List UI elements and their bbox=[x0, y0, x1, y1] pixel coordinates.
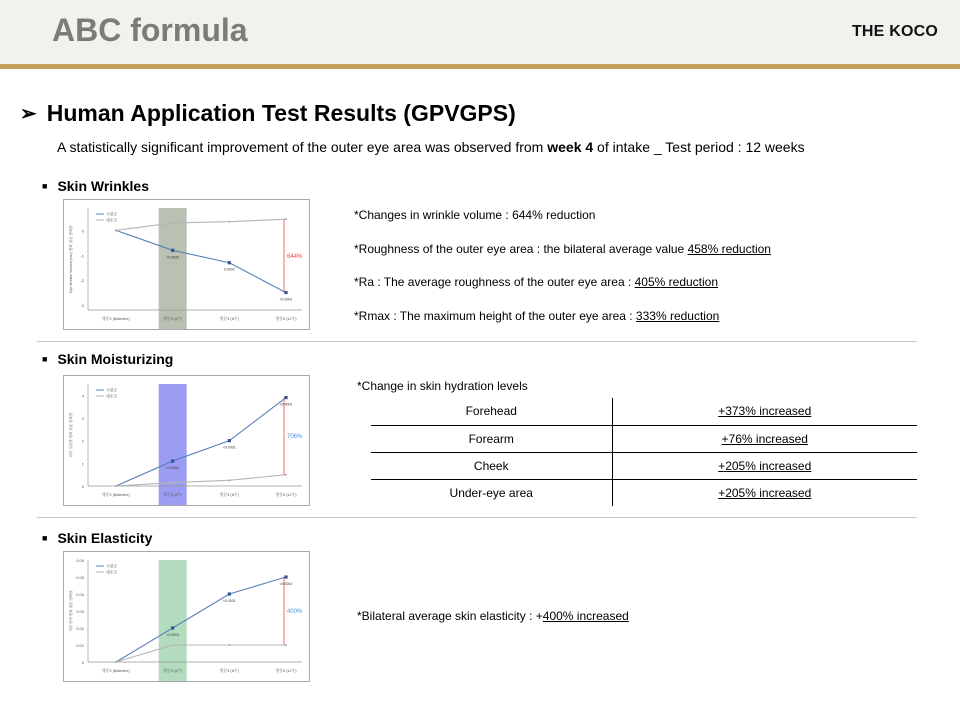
elasticity-note-value: 400% increased bbox=[542, 609, 629, 623]
elasticity-heading bbox=[42, 530, 152, 546]
p-value-label: <0.0001 bbox=[166, 466, 180, 471]
x-tick-label: 방문2 (Baseline) bbox=[102, 493, 130, 497]
wrinkle-chart-svg bbox=[64, 200, 309, 329]
data-point bbox=[172, 222, 174, 224]
y-tick-label: 3 bbox=[81, 416, 84, 421]
table-row bbox=[371, 479, 917, 506]
data-point bbox=[228, 479, 230, 481]
data-point bbox=[115, 229, 117, 231]
y-tick-label: 1 bbox=[81, 461, 84, 467]
difference-annotation: 706% bbox=[287, 434, 303, 441]
x-tick-label: 방문4 (8주) bbox=[219, 669, 239, 673]
data-point bbox=[171, 459, 174, 462]
x-tick-label: 방문4 (8주) bbox=[219, 317, 239, 321]
x-tick-label: 방문2 (Baseline) bbox=[102, 669, 130, 673]
highlight-band bbox=[159, 208, 187, 329]
subtitle-post: of intake _ Test period : 12 weeks bbox=[593, 139, 805, 155]
series-line-test bbox=[116, 577, 286, 662]
result-value: +205% increased bbox=[718, 485, 812, 500]
p-value-label: <0.0001 bbox=[222, 599, 236, 603]
y-tick-label: 0.03 bbox=[76, 609, 84, 614]
legend-label: 시험군 bbox=[106, 212, 118, 217]
y-axis-label: Eye Wrinkle Volume(mm³) 변화 평균 변화량 bbox=[69, 225, 73, 293]
series-line-test bbox=[116, 398, 286, 486]
elasticity-chart bbox=[63, 551, 310, 682]
data-point bbox=[115, 661, 117, 663]
wrinkle-note-3-text: *Ra : The average roughness of the outer eye area : bbox=[354, 275, 635, 289]
p-value-label: <0.0001 bbox=[279, 297, 293, 302]
data-point bbox=[284, 291, 287, 294]
section-title bbox=[20, 100, 516, 127]
moisture-heading bbox=[42, 351, 173, 367]
header-accent-line bbox=[0, 64, 960, 69]
wrinkle-note-1 bbox=[354, 208, 595, 222]
data-point bbox=[284, 396, 287, 399]
y-tick-label: 4 bbox=[81, 393, 84, 399]
wrinkle-note-2-value: 458% reduction bbox=[687, 242, 771, 256]
legend-label: 대조군 bbox=[106, 218, 118, 223]
data-point bbox=[228, 439, 231, 442]
elasticity-heading-text: Skin Elasticity bbox=[57, 530, 153, 546]
y-tick-label: -2 bbox=[80, 278, 84, 284]
subtitle-pre: A statistically significant improvement of the outer eye area was observed from bbox=[57, 139, 548, 155]
section-divider bbox=[37, 341, 917, 342]
table-cell-result bbox=[612, 425, 917, 452]
p-value-label: <0.0001 bbox=[279, 402, 293, 407]
x-tick-label: 방문2 (Baseline) bbox=[102, 317, 130, 321]
x-tick-label: 방문5 (12주) bbox=[275, 317, 297, 321]
wrinkle-note-1-text: *Changes in wrinkle volume : 644% reduction bbox=[354, 208, 596, 222]
y-tick-label: 0 bbox=[81, 228, 84, 234]
y-tick-label: -1 bbox=[80, 253, 84, 259]
y-tick-label: -3 bbox=[80, 303, 84, 309]
y-tick-label: 0.05 bbox=[76, 575, 84, 580]
y-tick-label: 0.04 bbox=[76, 592, 84, 597]
y-tick-label: 0.02 bbox=[76, 626, 84, 631]
result-value: +76% increased bbox=[721, 431, 808, 446]
data-point bbox=[285, 474, 287, 476]
table-row bbox=[371, 398, 917, 425]
series-line-control bbox=[116, 475, 286, 486]
y-tick-label: 0 bbox=[81, 660, 84, 665]
wrinkle-note-4-value: 333% reduction bbox=[635, 309, 720, 323]
data-point bbox=[285, 218, 287, 220]
table-cell-result bbox=[612, 452, 917, 479]
table-cell-site: Cheek bbox=[371, 452, 612, 479]
wrinkle-chart bbox=[63, 199, 310, 330]
wrinkle-note-3-value: 405% reduction bbox=[634, 275, 719, 289]
table-cell-site: Forehead bbox=[371, 398, 612, 425]
elasticity-chart-svg bbox=[64, 552, 309, 681]
series-line-test bbox=[116, 230, 286, 292]
y-tick-label: 0.01 bbox=[76, 643, 84, 648]
p-value-label: <0.0001 bbox=[222, 445, 236, 450]
legend-label: 시험군 bbox=[106, 388, 118, 393]
table-row bbox=[371, 452, 917, 479]
wrinkle-note-2-text: *Roughness of the outer eye area : the bilateral average value bbox=[354, 242, 688, 256]
result-value: +373% increased bbox=[718, 404, 812, 419]
page-title: ABC formula bbox=[52, 12, 248, 48]
table-row bbox=[371, 425, 917, 452]
table-cell-result bbox=[612, 398, 917, 425]
legend-label: 시험군 bbox=[106, 564, 118, 569]
elasticity-note-text: *Bilateral average skin elasticity : + bbox=[357, 609, 543, 623]
series-line-control bbox=[116, 219, 286, 230]
wrinkle-note-4-text: *Rmax : The maximum height of the outer eye area : bbox=[354, 309, 636, 323]
result-value: +205% increased bbox=[718, 458, 812, 473]
p-value-label: <0.0003 bbox=[166, 633, 180, 637]
section-divider bbox=[37, 517, 917, 518]
moisture-heading-text: Skin Moisturizing bbox=[57, 351, 174, 367]
y-tick-label: 0.06 bbox=[76, 558, 84, 563]
wrinkles-heading-text: Skin Wrinkles bbox=[57, 178, 149, 194]
data-point bbox=[284, 575, 287, 578]
elasticity-note bbox=[357, 609, 629, 623]
p-value-label: 0.0002 bbox=[223, 267, 235, 272]
data-point bbox=[172, 482, 174, 484]
x-tick-label: 방문4 (8주) bbox=[219, 493, 239, 497]
legend-label: 대조군 bbox=[106, 394, 118, 399]
y-axis-label: 피부 수분량 변화 평균 변화량 bbox=[69, 412, 73, 458]
data-point bbox=[285, 644, 287, 646]
arrow-bullet-icon: ➢ bbox=[20, 103, 37, 125]
square-bullet-icon: ■ bbox=[42, 181, 48, 191]
data-point bbox=[228, 644, 230, 646]
data-point bbox=[171, 249, 174, 252]
section-title-text: Human Application Test Results (GPVGPS) bbox=[46, 100, 516, 126]
p-value-label: <0.0020 bbox=[166, 255, 180, 260]
subtitle-bold: week 4 bbox=[547, 139, 594, 155]
square-bullet-icon: ■ bbox=[42, 533, 48, 543]
series-line-control bbox=[116, 645, 286, 662]
table-cell-site: Forearm bbox=[371, 425, 612, 452]
wrinkle-note-2 bbox=[354, 242, 771, 256]
data-point bbox=[171, 626, 174, 629]
y-tick-label: 2 bbox=[81, 438, 84, 444]
brand-logo: THE KOCO bbox=[851, 23, 938, 40]
x-tick-label: 방문5 (12주) bbox=[275, 669, 297, 673]
highlight-band bbox=[159, 560, 187, 681]
moisture-chart-svg bbox=[64, 376, 309, 505]
section-subtitle bbox=[57, 139, 805, 155]
square-bullet-icon: ■ bbox=[42, 354, 48, 364]
hydration-table bbox=[371, 398, 917, 506]
data-point bbox=[228, 261, 231, 264]
data-point bbox=[228, 221, 230, 223]
p-value-label: <0.0001 bbox=[279, 582, 293, 586]
highlight-band bbox=[159, 384, 187, 505]
wrinkle-note-3 bbox=[354, 275, 718, 289]
x-tick-label: 방문3 (4주) bbox=[163, 493, 183, 497]
moisture-chart bbox=[63, 375, 310, 506]
difference-annotation: 400% bbox=[287, 609, 303, 615]
y-axis-label: 피부 탄력 변화 평균 변화량 bbox=[69, 590, 73, 632]
data-point bbox=[172, 644, 174, 646]
wrinkle-note-4 bbox=[354, 309, 719, 323]
data-point bbox=[115, 485, 117, 487]
table-cell-site: Under-eye area bbox=[371, 479, 612, 506]
data-point bbox=[228, 592, 231, 595]
y-tick-label: 0 bbox=[81, 484, 84, 489]
wrinkles-heading bbox=[42, 178, 149, 194]
difference-annotation: 644% bbox=[287, 253, 303, 260]
moisture-note: *Change in skin hydration levels bbox=[357, 379, 528, 393]
x-tick-label: 방문5 (12주) bbox=[275, 493, 297, 497]
table-cell-result bbox=[612, 479, 917, 506]
legend-label: 대조군 bbox=[106, 570, 118, 575]
x-tick-label: 방문3 (4주) bbox=[163, 669, 183, 673]
header-bar bbox=[0, 0, 960, 64]
x-tick-label: 방문3 (4주) bbox=[163, 317, 183, 321]
